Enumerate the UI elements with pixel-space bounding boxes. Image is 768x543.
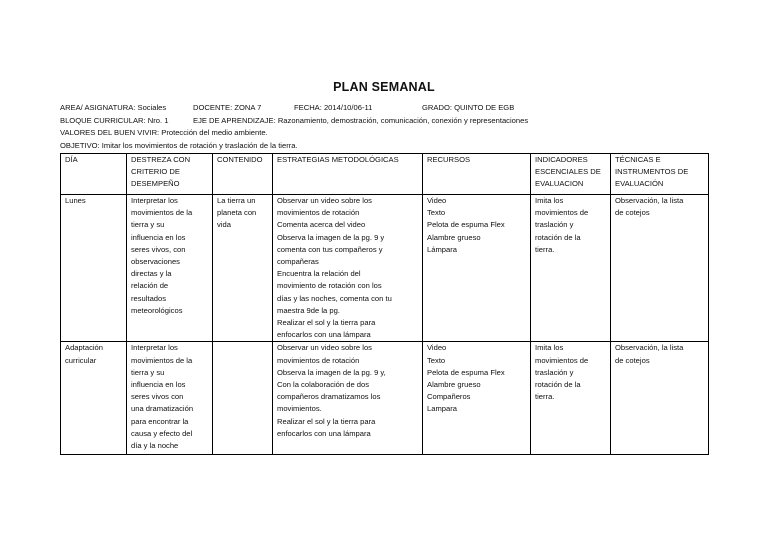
column-header-recursos: RECURSOS <box>423 154 531 195</box>
column-header-estrategias: ESTRATEGIAS METODOLÓGICAS <box>273 154 423 195</box>
cell-contenido: La tierra un planeta con vida <box>213 195 273 342</box>
plan-table <box>60 153 709 455</box>
cell-destreza: Interpretar los movimientos de la tierra y su influencia en los seres vivos con una dramatización para encontrar la causa y efecto del día y la noche <box>127 342 213 455</box>
objetivo-field: OBJETIVO: Imitar los movimientos de rotación y traslación de la tierra. <box>60 141 298 150</box>
fecha-field: FECHA: 2014/10/06-11 <box>294 103 373 112</box>
table-header-row <box>61 154 709 195</box>
eje-field: EJE DE APRENDIZAJE: Razonamiento, demostración, comunicación, conexión y representaciones <box>193 116 529 125</box>
bloque-field: BLOQUE CURRICULAR: Nro. 1 <box>60 116 169 125</box>
cell-indicadores: Imita los movimientos de traslación y rotación de la tierra. <box>531 342 611 455</box>
cell-dia: Adaptación curricular <box>61 342 127 455</box>
table-row <box>61 342 709 455</box>
column-header-contenido: CONTENIDO <box>213 154 273 195</box>
cell-recursos: Video Texto Pelota de espuma Flex Alambre grueso Lámpara <box>423 195 531 342</box>
cell-tecnicas: Observación, la lista de cotejos <box>611 195 709 342</box>
cell-destreza: Interpretar los movimientos de la tierra y su influencia en los seres vivos, con observaciones directas y la relación de resultados meteorológicos <box>127 195 213 342</box>
column-header-tecnicas: TÉCNICAS E INSTRUMENTOS DE EVALUACIÓN <box>611 154 709 195</box>
cell-contenido <box>213 342 273 455</box>
cell-dia: Lunes <box>61 195 127 342</box>
valores-field: VALORES DEL BUEN VIVIR: Protección del medio ambiente. <box>60 128 268 137</box>
cell-indicadores: Imita los movimientos de traslación y rotación de la tierra. <box>531 195 611 342</box>
column-header-indicadores: INDICADORES ESCENCIALES DE EVALUACION <box>531 154 611 195</box>
area-field: AREA/ ASIGNATURA: Sociales <box>60 103 167 112</box>
page-title: PLAN SEMANAL <box>333 80 435 94</box>
table-row <box>61 195 709 342</box>
column-header-dia: DÍA <box>61 154 127 195</box>
cell-estrategias: Observar un video sobre los movimientos de rotación Comenta acerca del video Observa la imagen de la pg. 9 y comenta con tus compañeros y compañeras Encuentra la relación del movimiento de rotación con los días y las noches, comenta con tu maestra 9de la pg. Realizar el sol y la tierra para enfocarlos con una lámpara <box>273 195 423 342</box>
grado-field: GRADO: QUINTO DE EGB <box>422 103 515 112</box>
docente-field: DOCENTE: ZONA 7 <box>193 103 262 112</box>
column-header-destreza: DESTREZA CON CRITERIO DE DESEMPEÑO <box>127 154 213 195</box>
cell-estrategias: Observar un video sobre los movimientos de rotación Observa la imagen de la pg. 9 y, Con la colaboración de dos compañeros dramatizamos los movimientos. Realizar el sol y la tierra para enfocarlos con una lámpara <box>273 342 423 455</box>
cell-tecnicas: Observación, la lista de cotejos <box>611 342 709 455</box>
cell-recursos: Video Texto Pelota de espuma Flex Alambre grueso Compañeros Lampara <box>423 342 531 455</box>
